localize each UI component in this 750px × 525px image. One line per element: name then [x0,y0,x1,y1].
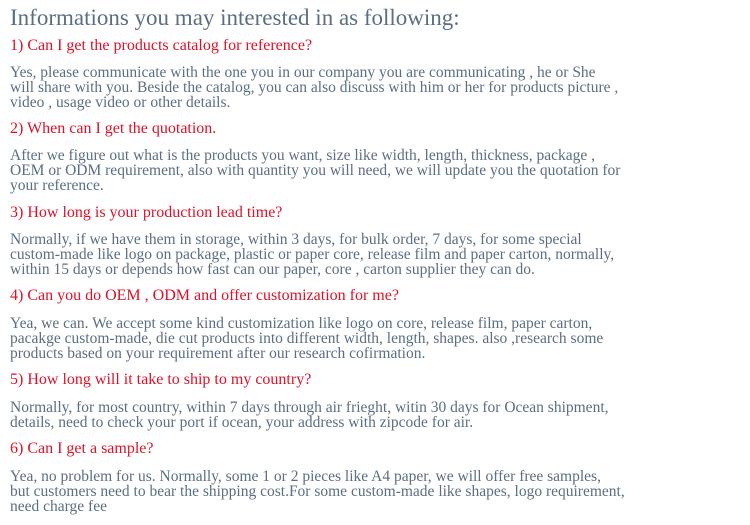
faq-question-3: 3) How long is your production lead time? [10,204,283,221]
faq-answer-3: Normally, if we have them in storage, within 3 days, for bulk order, 7 days, for some special custom-made like logo on package, plastic or paper core, release film and paper carton, normally, within 15 days or depends how fast can our paper, core , carton supplier they can do. [10,231,615,278]
faq-question-4: 4) Can you do OEM , ODM and offer customization for me? [10,287,399,304]
faq-question-5: 5) How long will it take to ship to my country? [10,371,312,388]
faq-question-1: 1) Can I get the products catalog for reference? [10,37,313,54]
faq-question-2: 2) When can I get the quotation. [10,120,217,137]
faq-answer-2: After we figure out what is the products you want, size like width, length, thickness, package , OEM or ODM requirement, also with quantity you will need, we will update you the quotation for your reference. [10,147,621,194]
faq-answer-4: Yea, we can. We accept some kind customization like logo on core, release film, paper carton, pacakge custom-made, die cut products into different width, length, shapes. also ,research some products based on your requirement after our research cofirmation. [10,315,604,362]
page-title: Informations you may interested in as following: [10,5,460,30]
faq-answer-5: Normally, for most country, within 7 days through air frieght, witin 30 days for Ocean shipment, details, need to check your port if ocean, your address with zipcode for air. [10,399,609,431]
faq-answer-1: Yes, please communicate with the one you in our company you are communicating , he or She will share with you. Beside the catalog, you can also discuss with him or her for products picture , video , usage video or other details. [10,64,619,111]
faq-question-6: 6) Can I get a sample? [10,440,154,457]
faq-answer-6: Yea, no problem for us. Normally, some 1 or 2 pieces like A4 paper, we will offer free samples, but customers need to bear the shipping cost.For some custom-made like shapes, logo requirement, need charge fee [10,468,625,515]
